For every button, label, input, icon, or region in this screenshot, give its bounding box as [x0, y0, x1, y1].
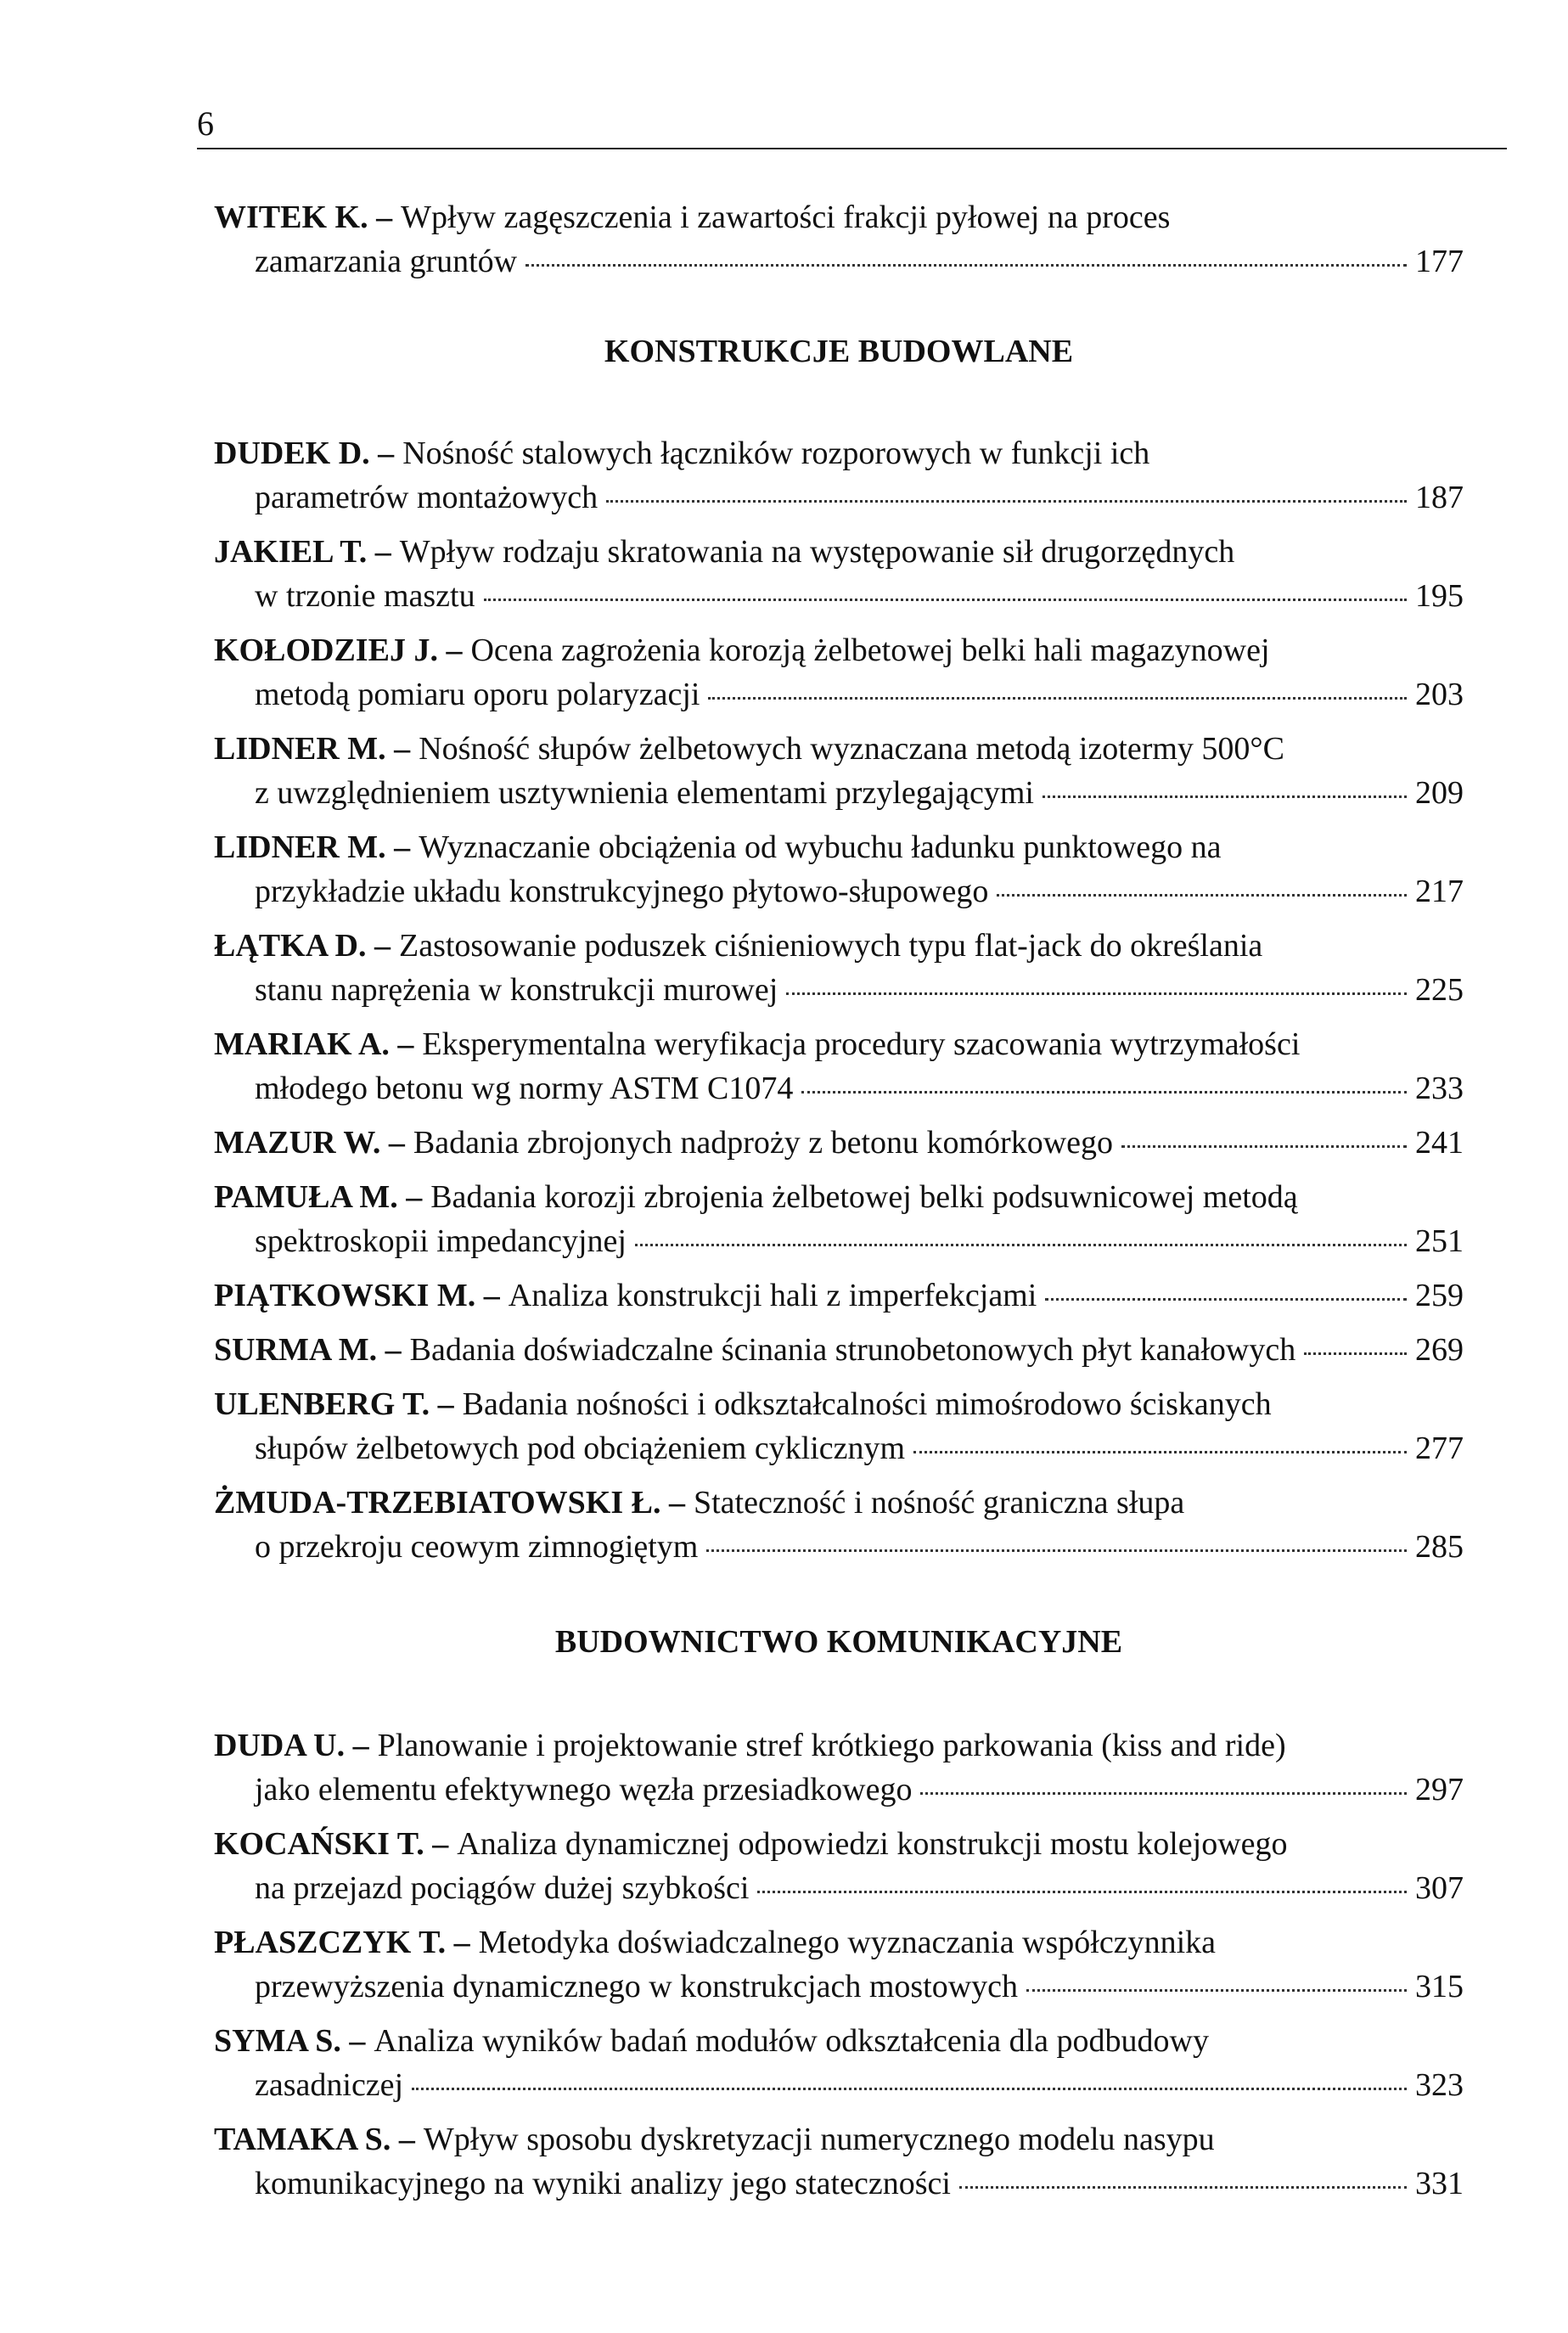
dot-leader — [786, 992, 1407, 995]
entry-page-number: 277 — [1415, 1431, 1464, 1466]
entry-title-continued: przewyższenia dynamicznego w konstrukcjach mostowych — [255, 1969, 1019, 2004]
entry-line-2 — [214, 1768, 1464, 1812]
entry-title: Metodyka doświadczalnego wyznaczania współczynnika — [478, 1925, 1217, 1960]
dot-leader — [1043, 795, 1407, 798]
toc-entry[interactable] — [214, 1822, 1464, 1910]
entry-author: PAMUŁA M. – — [214, 1179, 423, 1215]
entry-title: Planowanie i projektowanie stref krótkiego parkowania (kiss and ride) — [377, 1728, 1286, 1763]
toc-entry[interactable] — [214, 924, 1464, 1012]
entry-page-number: 233 — [1415, 1071, 1464, 1106]
dot-leader — [913, 1451, 1407, 1453]
entry-title-continued: parametrów montażowych — [255, 480, 599, 515]
entry-line-2 — [214, 2063, 1464, 2107]
entry-title-continued: komunikacyjnego na wyniki analizy jego stateczności — [255, 2166, 951, 2201]
entry-author: ŻMUDA-TRZEBIATOWSKI Ł. – — [214, 1485, 685, 1521]
entry-line-2 — [214, 475, 1464, 520]
dot-leader — [757, 1891, 1407, 1893]
entry-line-1 — [214, 825, 1464, 869]
entry-line-1 — [214, 1382, 1464, 1426]
entry-line-2 — [214, 771, 1464, 815]
entry-author: ŁĄTKA D. – — [214, 928, 391, 964]
toc-entry[interactable] — [214, 431, 1464, 520]
entry-author: DUDEK D. – — [214, 436, 395, 471]
entry-page-number: 217 — [1415, 874, 1464, 909]
entry-page-number: 297 — [1415, 1772, 1464, 1807]
entry-title: Wpływ sposobu dyskretyzacji numerycznego modelu nasypu — [423, 2122, 1215, 2157]
entry-page-number: 187 — [1415, 480, 1464, 515]
entry-title: Wpływ rodzaju skratowania na występowanie sił drugorzędnych — [399, 534, 1235, 570]
entry-line-1 — [214, 1481, 1464, 1525]
entry-author: PŁASZCZYK T. – — [214, 1925, 470, 1960]
toc-entry[interactable] — [214, 628, 1464, 717]
dot-leader — [1026, 1989, 1407, 1992]
entry-title-continued: z uwzględnieniem usztywnienia elementami przylegającymi — [255, 775, 1034, 811]
section-heading: BUDOWNICTWO KOMUNIKACYJNE — [554, 1624, 1123, 1660]
entry-title: Badania doświadczalne ścinania strunobetonowych płyt kanałowych — [409, 1332, 1296, 1368]
entry-title-continued: na przejazd pociągów dużej szybkości — [255, 1870, 750, 1906]
toc-entry[interactable] — [214, 1273, 1464, 1318]
entry-line-1 — [214, 1328, 1464, 1372]
entry-line-1 — [214, 2019, 1464, 2063]
entry-line-1 — [214, 2117, 1464, 2162]
entry-page-number: 259 — [1415, 1278, 1464, 1313]
entry-title-continued: przykładzie układu konstrukcyjnego płytowo-słupowego — [255, 874, 989, 909]
table-of-contents — [214, 195, 1464, 2216]
entry-title: Analiza dynamicznej odpowiedzi konstrukcji mostu kolejowego — [457, 1826, 1288, 1862]
entry-title: Eksperymentalna weryfikacja procedury szacowania wytrzymałości — [422, 1026, 1301, 1062]
entry-line-1 — [214, 628, 1464, 672]
entry-title-continued: zamarzania gruntów — [255, 244, 518, 279]
entry-page-number: 225 — [1415, 972, 1464, 1008]
entry-line-1 — [214, 1121, 1464, 1165]
dot-leader — [1304, 1352, 1407, 1355]
toc-entry[interactable] — [214, 2019, 1464, 2107]
toc-entry[interactable] — [214, 825, 1464, 914]
entry-line-2 — [214, 672, 1464, 717]
entry-title-continued: słupów żelbetowych pod obciążeniem cyklicznym — [255, 1431, 906, 1466]
entry-line-1 — [214, 431, 1464, 475]
entry-line-2 — [214, 1866, 1464, 1910]
entry-page-number: 285 — [1415, 1529, 1464, 1565]
toc-entry[interactable] — [214, 1175, 1464, 1263]
entry-page-number: 315 — [1415, 1969, 1464, 2004]
dot-leader — [920, 1792, 1407, 1795]
entry-title-continued: młodego betonu wg normy ASTM C1074 — [255, 1071, 794, 1106]
dot-leader — [801, 1091, 1407, 1093]
entry-title: Nośność stalowych łączników rozporowych w funkcji ich — [402, 436, 1150, 471]
entry-line-2 — [214, 2162, 1464, 2206]
entry-line-1 — [214, 924, 1464, 968]
entry-page-number: 241 — [1415, 1125, 1464, 1161]
entry-page-number: 269 — [1415, 1332, 1464, 1368]
toc-entry[interactable] — [214, 1382, 1464, 1470]
entry-title: Nośność słupów żelbetowych wyznaczana metodą izotermy 500°C — [419, 731, 1284, 767]
entry-author: DUDA U. – — [214, 1728, 369, 1763]
dot-leader — [525, 264, 1407, 267]
entry-title-continued: w trzonie masztu — [255, 578, 475, 614]
dot-leader — [1121, 1145, 1407, 1148]
entry-page-number: 323 — [1415, 2067, 1464, 2103]
entry-author: ULENBERG T. – — [214, 1386, 454, 1422]
entry-author: JAKIEL T. – — [214, 534, 391, 570]
entry-line-1 — [214, 530, 1464, 574]
entry-line-1 — [214, 1920, 1464, 1965]
entry-author: LIDNER M. – — [214, 731, 411, 767]
dot-leader — [412, 2088, 1407, 2090]
entry-title-continued: zasadniczej — [255, 2067, 404, 2103]
toc-entry[interactable] — [214, 195, 1464, 284]
entry-author: SURMA M. – — [214, 1332, 402, 1368]
section-heading: KONSTRUKCJE BUDOWLANE — [604, 334, 1074, 369]
entry-page-number: 209 — [1415, 775, 1464, 811]
entry-page-number: 177 — [1415, 244, 1464, 279]
entry-title-continued: metodą pomiaru oporu polaryzacji — [255, 677, 700, 712]
entry-author: MARIAK A. – — [214, 1026, 414, 1062]
toc-entry[interactable] — [214, 1328, 1464, 1372]
entry-line-2 — [214, 1219, 1464, 1263]
toc-entry[interactable] — [214, 1723, 1464, 1812]
entry-line-1 — [214, 1723, 1464, 1768]
entry-line-2 — [214, 1965, 1464, 2009]
toc-entry[interactable] — [214, 727, 1464, 815]
entry-page-number: 195 — [1415, 578, 1464, 614]
entry-author: TAMAKA S. – — [214, 2122, 415, 2157]
entry-title: Stateczność i nośność graniczna słupa — [693, 1485, 1185, 1521]
entry-page-number: 307 — [1415, 1870, 1464, 1906]
entry-title: Wyznaczanie obciążenia od wybuchu ładunku punktowego na — [419, 829, 1222, 865]
entry-line-2 — [214, 1066, 1464, 1110]
toc-entry[interactable] — [214, 1481, 1464, 1569]
dot-leader — [708, 697, 1407, 700]
entry-line-1 — [214, 1273, 1464, 1318]
dot-leader — [635, 1244, 1407, 1246]
entry-line-1 — [214, 1822, 1464, 1866]
entry-author: SYMA S. – — [214, 2023, 366, 2059]
dot-leader — [706, 1549, 1407, 1552]
toc-entry[interactable] — [214, 2117, 1464, 2206]
entry-title: Wpływ zagęszczenia i zawartości frakcji pyłowej na proces — [401, 200, 1171, 235]
entry-title: Analiza konstrukcji hali z imperfekcjami — [508, 1278, 1037, 1313]
toc-entry[interactable] — [214, 1022, 1464, 1110]
entry-line-1 — [214, 1175, 1464, 1219]
entry-author: KOCAŃSKI T. – — [214, 1826, 449, 1862]
entry-title-continued: jako elementu efektywnego węzła przesiadkowego — [255, 1772, 913, 1807]
entry-title: Badania korozji zbrojenia żelbetowej belki podsuwnicowej metodą — [430, 1179, 1298, 1215]
entry-page-number: 251 — [1415, 1223, 1464, 1259]
dot-leader — [606, 500, 1407, 503]
entry-line-2 — [214, 574, 1464, 618]
dot-leader — [959, 2186, 1407, 2189]
entry-line-2 — [214, 968, 1464, 1012]
entry-title: Analiza wyników badań modułów odkształcenia dla podbudowy — [374, 2023, 1209, 2059]
entry-line-2 — [214, 869, 1464, 914]
entry-author: PIĄTKOWSKI M. – — [214, 1278, 500, 1313]
entry-author: WITEK K. – — [214, 200, 393, 235]
dot-leader — [1045, 1298, 1407, 1301]
entry-author: LIDNER M. – — [214, 829, 411, 865]
toc-entry[interactable] — [214, 530, 1464, 618]
entry-author: MAZUR W. – — [214, 1125, 405, 1161]
entry-title: Badania zbrojonych nadproży z betonu komórkowego — [413, 1125, 1114, 1161]
entry-line-1 — [214, 1022, 1464, 1066]
entry-title: Badania nośności i odkształcalności mimośrodowo ściskanych — [462, 1386, 1272, 1422]
entry-title: Ocena zagrożenia korozją żelbetowej belki hali magazynowej — [470, 632, 1270, 668]
entry-line-2 — [214, 239, 1464, 284]
entry-title-continued: stanu naprężenia w konstrukcji murowej — [255, 972, 778, 1008]
entry-title-continued: spektroskopii impedancyjnej — [255, 1223, 627, 1259]
entry-line-1 — [214, 195, 1464, 239]
entry-page-number: 331 — [1415, 2166, 1464, 2201]
toc-entry[interactable] — [214, 1920, 1464, 2009]
entry-line-2 — [214, 1525, 1464, 1569]
toc-entry[interactable] — [214, 1121, 1464, 1165]
entry-author: KOŁODZIEJ J. – — [214, 632, 463, 668]
dot-leader — [484, 599, 1407, 601]
entry-title: Zastosowanie poduszek ciśnieniowych typu flat-jack do określania — [398, 928, 1263, 964]
entry-line-1 — [214, 727, 1464, 771]
entry-title-continued: o przekroju ceowym zimnogiętym — [255, 1529, 699, 1565]
entry-line-2 — [214, 1426, 1464, 1470]
page-number: 6 — [197, 104, 214, 143]
entry-page-number: 203 — [1415, 677, 1464, 712]
dot-leader — [997, 894, 1407, 897]
header-rule — [197, 148, 1507, 149]
